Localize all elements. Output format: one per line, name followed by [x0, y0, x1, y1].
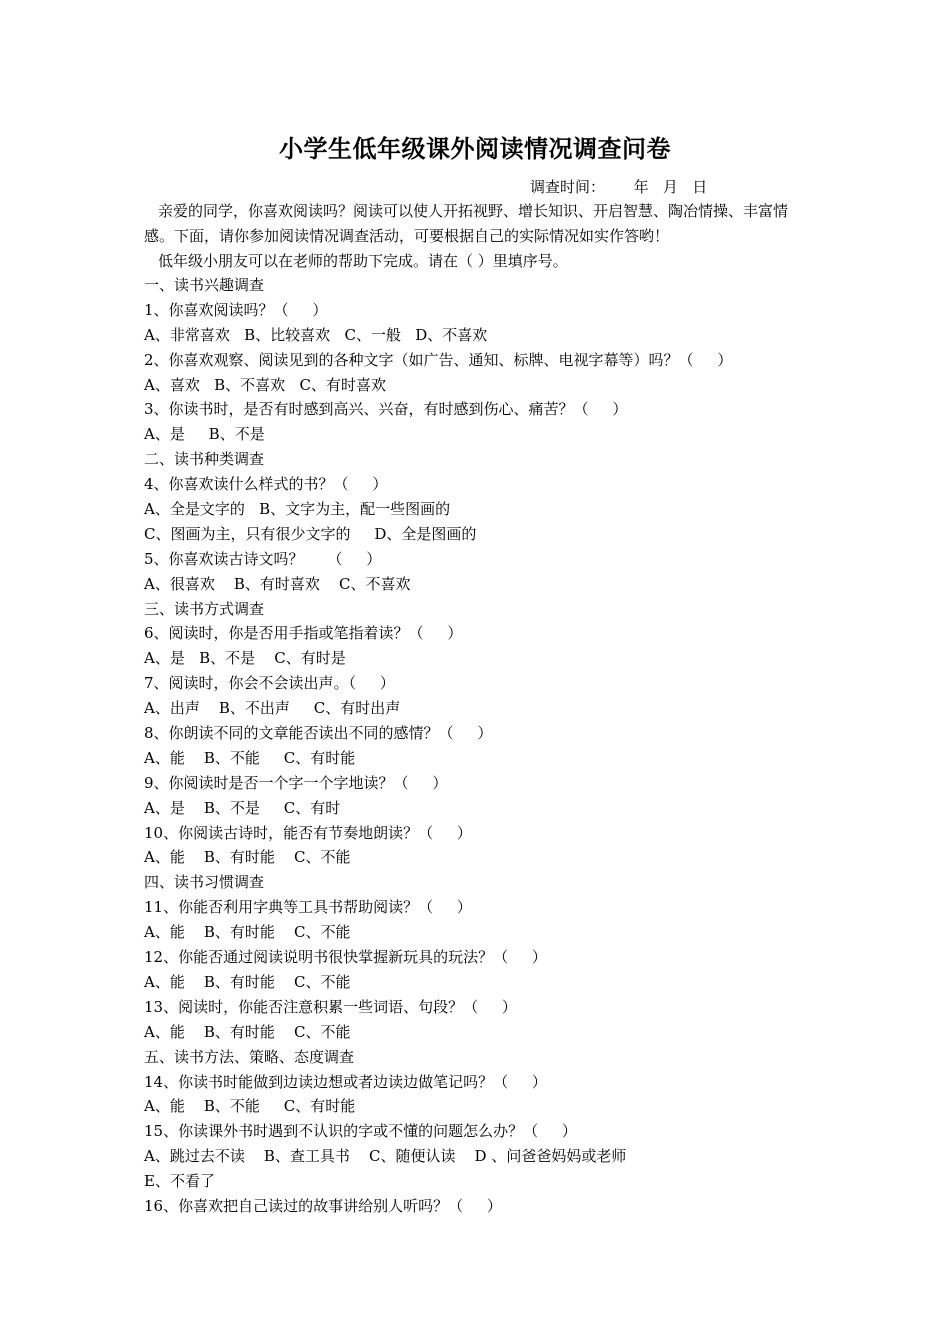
question-line: 1、你喜欢阅读吗？（ ） — [144, 300, 328, 319]
question-line: 2、你喜欢观察、阅读见到的各种文字（如广告、通知、标牌、电视字幕等）吗？（ ） — [144, 350, 733, 369]
answer-options: A、非常喜欢 B、比较喜欢 C、一般 D、不喜欢 — [144, 325, 488, 344]
question-line: 16、你喜欢把自己读过的故事讲给别人听吗？（ ） — [144, 1196, 502, 1215]
answer-options: A、是 B、不是 C、有时是 — [144, 649, 346, 668]
answer-options: A、跳过去不读 B、查工具书 C、随便认读 D 、问爸爸妈妈或老师 — [144, 1147, 627, 1166]
question-line: 7、阅读时，你会不会读出声。（ ） — [144, 674, 395, 693]
question-line: 8、你朗读不同的文章能否读出不同的感情？（ ） — [144, 724, 493, 743]
question-line: 15、你读课外书时遇到不认识的字或不懂的问题怎么办？（ ） — [144, 1122, 577, 1141]
answer-options: A、是 B、不是 — [144, 425, 265, 444]
question-line: 10、你阅读古诗时，能否有节奏地朗读？（ ） — [144, 823, 472, 842]
answer-options: A、喜欢 B、不喜欢 C、有时喜欢 — [144, 375, 386, 394]
answer-options: A、能 B、不能 C、有时能 — [144, 748, 356, 767]
document-title: 小学生低年级课外阅读情况调查问卷 — [279, 134, 671, 163]
question-line: 5、你喜欢读古诗文吗？ （ ） — [144, 549, 382, 568]
question-line: 11、你能否利用字典等工具书帮助阅读？（ ） — [144, 898, 472, 917]
answer-options: A、很喜欢 B、有时喜欢 C、不喜欢 — [144, 574, 411, 593]
answer-options: A、全是文字的 B、文字为主，配一些图画的 — [144, 500, 451, 519]
survey-date-line: 调查时间： 年 月 日 — [530, 178, 708, 196]
question-line: 3、你读书时，是否有时感到高兴、兴奋，有时感到伤心、痛苦？（ ） — [144, 400, 628, 419]
answer-options: A、是 B、不是 C、有时 — [144, 798, 341, 817]
answer-options: A、能 B、有时能 C、不能 — [144, 972, 351, 991]
question-line: 4、你喜欢读什么样式的书？（ ） — [144, 475, 388, 494]
intro-text — [144, 199, 814, 274]
intro-paragraph: 低年级小朋友可以在老师的帮助下完成。请在（ ）里填序号。 — [158, 252, 568, 270]
intro-paragraph: 亲爱的同学，你喜欢阅读吗？阅读可以使人开拓视野、增长知识、开启智慧、陶冶情操、丰富情感。下面，请你参加阅读情况调查活动，可要根据自己的实际情况如实作答哟！ — [144, 202, 789, 245]
section-heading: 四、读书习惯调查 — [144, 873, 265, 892]
answer-options: A、能 B、有时能 C、不能 — [144, 1022, 351, 1041]
section-heading: 五、读书方法、策略、态度调查 — [144, 1047, 355, 1066]
question-line: 12、你能否通过阅读说明书很快掌握新玩具的玩法？（ ） — [144, 948, 547, 967]
question-line: 13、阅读时，你能否注意积累一些词语、句段？（ ） — [144, 997, 517, 1016]
section-heading: 一、读书兴趣调查 — [144, 276, 265, 294]
section-heading: 三、读书方式调查 — [144, 599, 265, 618]
answer-options: C、图画为主，只有很少文字的 D、全是图画的 — [144, 524, 477, 543]
answer-options: A、能 B、有时能 C、不能 — [144, 923, 351, 942]
question-list — [144, 273, 824, 1219]
answer-options: A、能 B、有时能 C、不能 — [144, 848, 351, 867]
answer-options: A、能 B、不能 C、有时能 — [144, 1097, 356, 1116]
section-heading: 二、读书种类调查 — [144, 450, 265, 469]
question-line: 9、你阅读时是否一个字一个字地读？（ ） — [144, 773, 448, 792]
question-line: 6、阅读时，你是否用手指或笔指着读？（ ） — [144, 624, 463, 643]
answer-options: A、出声 B、不出声 C、有时出声 — [144, 699, 401, 718]
question-line: 14、你读书时能做到边读边想或者边读边做笔记吗？（ ） — [144, 1072, 547, 1091]
answer-options: E、不看了 — [144, 1172, 215, 1191]
